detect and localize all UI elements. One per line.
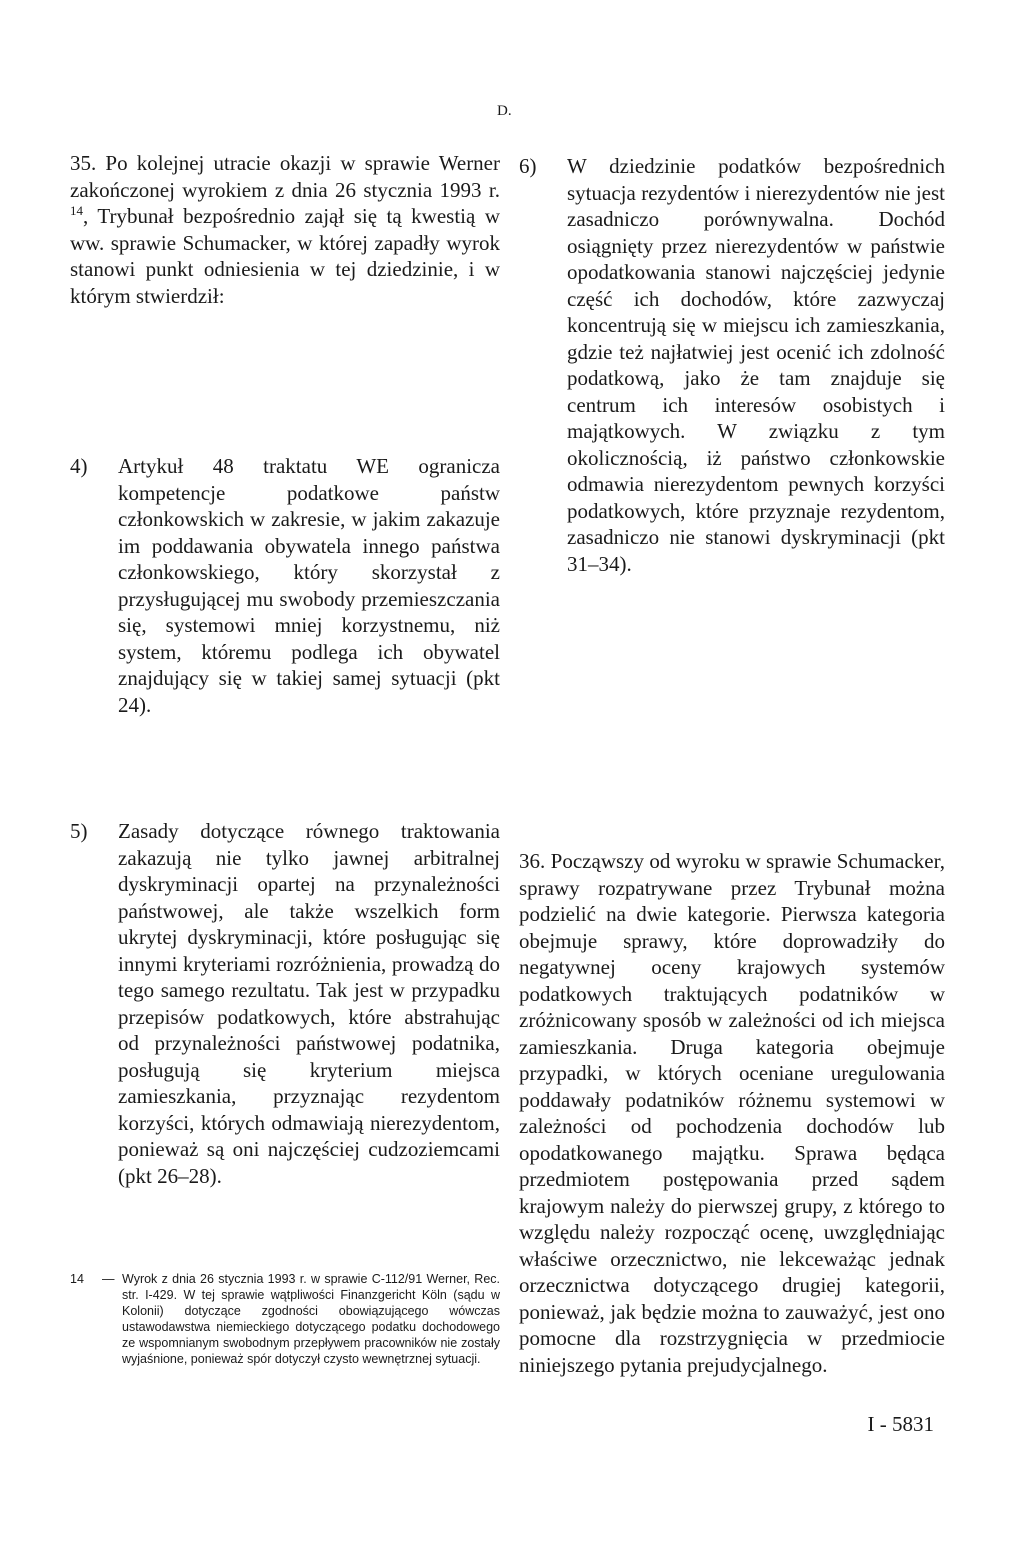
footnote-dash: — bbox=[102, 1272, 115, 1286]
paragraph-35-prefix: 35. Po kolejnej utracie okazji w sprawie Werner zakończonej wyrokiem z dnia 26 stycznia 1993 r. bbox=[70, 151, 500, 202]
item-4-text: Artykuł 48 traktatu WE ogranicza kompetencje podatkowe państw członkowskich w zakresie, w jakim zakazuje im poddawania obywatela innego państwa członkowskiego, który skorzystał z przysługującej mu swobody przemieszczania się, systemowi mniej korzystnemu, niż system, któremu podlega ich obywatel znajdujący się w takiej samej sytuacji (pkt 24). bbox=[118, 454, 500, 717]
quoted-item-6 bbox=[519, 153, 945, 577]
page-number: I - 5831 bbox=[867, 1412, 934, 1436]
footnote-reference[interactable]: 14 bbox=[70, 203, 83, 218]
footnote-text: Wyrok z dnia 26 stycznia 1993 r. w sprawie C-112/91 Werner, Rec. str. I-429. W tej sprawie wątpliwości Finanzgericht Köln (sądu w Kolonii) dotyczące zgodności obowiązującego wówczas ustawodawstwa niemieckiego dotyczącego podatku dochodowego ze wspomnianym swobodnym przepływem pracowników nie zostały wyjaśnione, ponieważ spór dotyczył czysto wewnętrznej sytuacji. bbox=[122, 1272, 500, 1366]
footnote-14 bbox=[70, 1271, 500, 1367]
paragraph-36: 36. Począwszy od wyroku w sprawie Schumacker, sprawy rozpatrywane przez Trybunał można podzielić na dwie kategorie. Pierwsza kategoria obejmuje sprawy, które doprowadziły do negatywnej oceny krajowych systemów podatkowych traktujących podatników w zróżnicowany sposób w zależności od ich miejsca zamieszkania. Druga kategoria obejmuje przypadki, w których oceniane uregulowania poddawały podatników różnemu systemowi w zależności od pochodzenia dochodów lub opodatkowanego majątku. Sprawa będąca przedmiotem postępowania przed sądem krajowym należy do pierwszej grupy, z którego to względu należy rozpocząć ocenę, uwzględniając właściwe orzecznictwo, nie lekceważąc jednak orzecznictwa dotyczącego drugiej kategorii, ponieważ, jak będzie można to zauważyć, jest ono pomocne dla rozstrzygnięcia w przedmiocie niniejszego pytania prejudycjalnego. bbox=[519, 849, 945, 1377]
item-4-number: 4) bbox=[70, 454, 88, 478]
running-header: D. bbox=[497, 103, 512, 119]
quoted-item-4 bbox=[70, 453, 500, 718]
item-5-text: Zasady dotyczące równego traktowania zakazują nie tylko jawnej arbitralnej dyskryminacji opartej na przynależności państwowej, ale także wszelkich form ukrytej dyskryminacji, które posługując się innymi kryteriami rozróżnienia, prowadzą do tego samego rezultatu. Tak jest w przypadku przepisów podatkowych, które abstrahując od przynależności państwowej podatnika, posługują się kryterium miejsca zamieszkania, przyznając rezydentom korzyści, których odmawiają nierezydentom, ponieważ są oni najczęściej cudzoziemcami (pkt 26–28). bbox=[118, 819, 500, 1188]
footnote-number: 14 bbox=[70, 1272, 84, 1286]
item-6-text: W dziedzinie podatków bezpośrednich sytuacja rezydentów i nierezydentów nie jest zasadniczo porównywalna. Dochód osiągnięty przez nierezydentów w państwie opodatkowania stanowi najczęściej jedynie część ich dochodów, które zazwyczaj koncentrują się w miejscu ich zamieszkania, gdzie też najłatwiej jest ocenić ich zdolność podatkową, jako że tam znajduje się centrum ich interesów osobistych i majątkowych. W związku z tym okolicznością, iż państwo członkowskie odmawia nierezydentom pewnych korzyści podatkowych, które przyznaje rezydentom, zasadniczo nie stanowi dyskryminacji (pkt 31–34). bbox=[567, 154, 945, 576]
paragraph-35-suffix: , Trybunał bezpośrednio zajął się tą kwestią w ww. sprawie Schumacker, w której zapadły wyrok stanowi punkt odniesienia w tej dziedzinie, i w którym stwierdził: bbox=[70, 204, 500, 308]
item-5-number: 5) bbox=[70, 819, 88, 843]
quoted-item-5 bbox=[70, 818, 500, 1189]
item-6-number: 6) bbox=[519, 154, 537, 178]
paragraph-35 bbox=[70, 150, 500, 309]
